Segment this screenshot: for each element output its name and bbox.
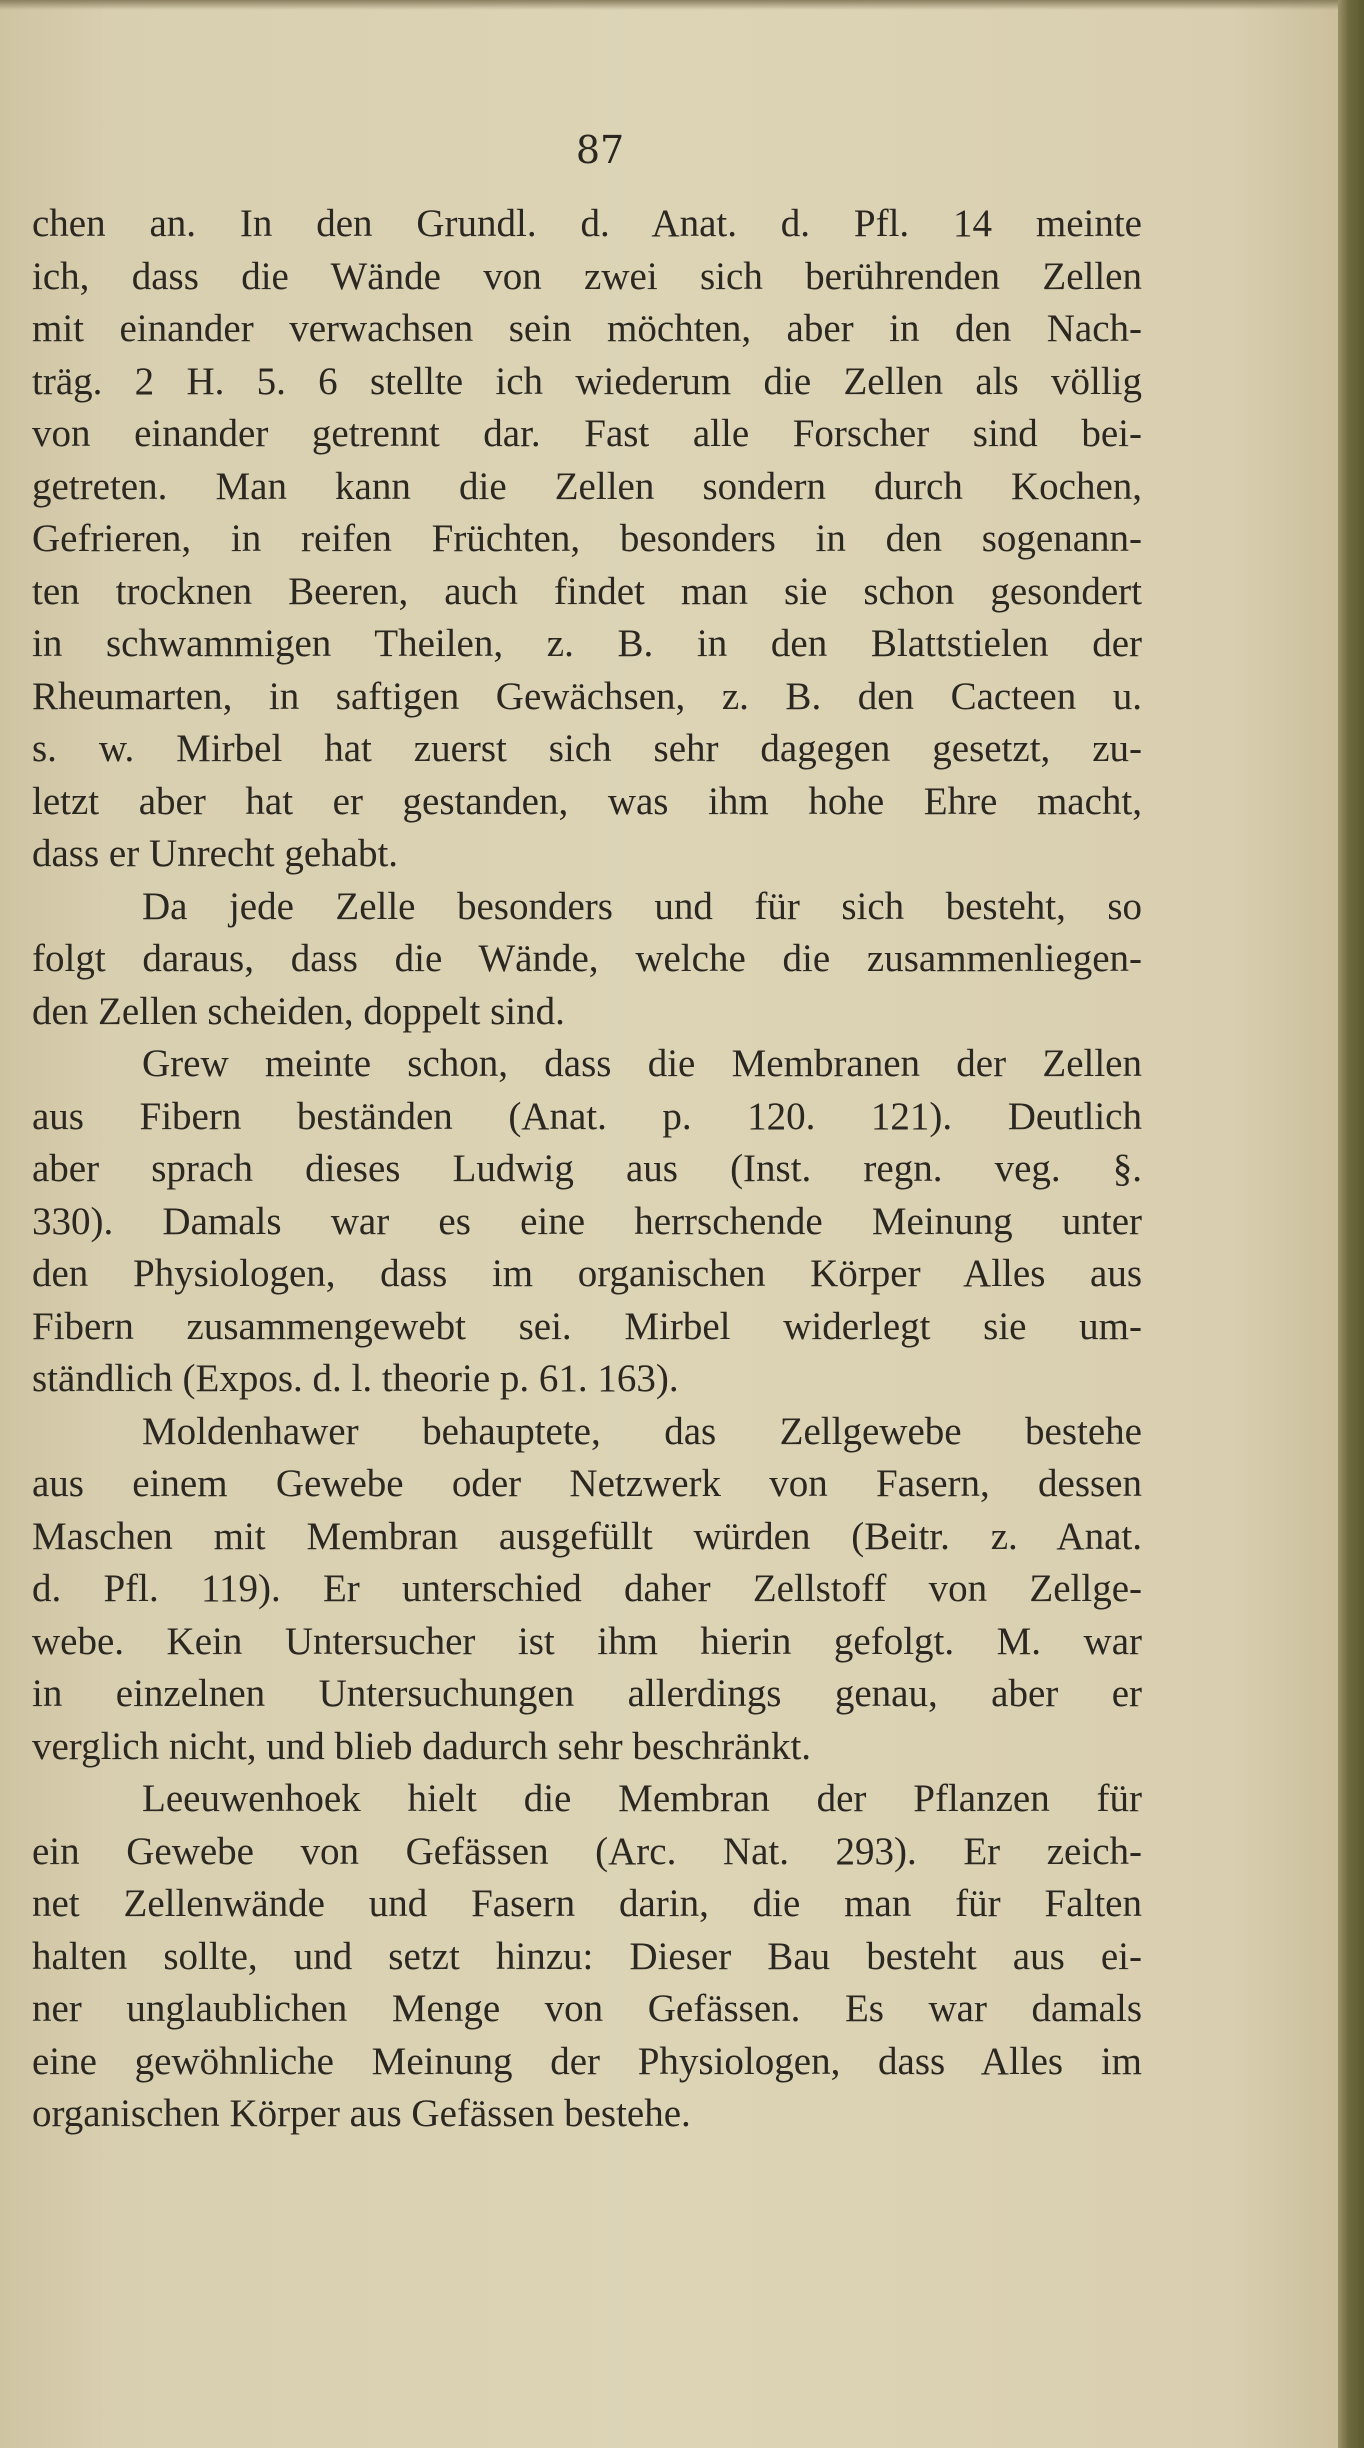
text-line: verglich nicht, und blieb dadurch sehr beschränkt. xyxy=(32,1724,812,1768)
text-line: aus einem Gewebe oder Netzwerk von Fasern, dessen xyxy=(32,1462,1142,1505)
text-line: Moldenhawer behauptete, das Zellgewebe bestehe xyxy=(142,1409,1142,1453)
text-line: aber sprach dieses Ludwig aus (Inst. regn. veg. §. xyxy=(32,1147,1142,1190)
text-line: dass er Unrecht gehabt. xyxy=(32,832,399,875)
top-shadow xyxy=(0,0,1338,10)
text-line: organischen Körper aus Gefässen bestehe. xyxy=(32,2092,691,2135)
text-line: 330). Damals war es eine herrschende Meinung unter xyxy=(32,1199,1142,1243)
text-line: Fibern zusammengewebt sei. Mirbel widerlegt sie um- xyxy=(32,1304,1142,1348)
text-line: den Zellen scheiden, doppelt sind. xyxy=(32,989,565,1033)
text-line: webe. Kein Untersucher ist ihm hierin gefolgt. M. war xyxy=(32,1619,1142,1663)
text-line: ständlich (Expos. d. l. theorie p. 61. 163). xyxy=(32,1357,679,1400)
text-line: aus Fibern beständen (Anat. p. 120. 121). Deutlich xyxy=(32,1094,1142,1138)
text-line: getreten. Man kann die Zellen sondern durch Kochen, xyxy=(32,464,1142,508)
text-line: ner unglaublichen Menge von Gefässen. Es war damals xyxy=(32,1987,1142,2030)
body-text xyxy=(32,198,1142,2141)
text-line: ten trocknen Beeren, auch findet man sie schon gesondert xyxy=(32,569,1142,613)
text-line: eine gewöhnliche Meinung der Physiologen, dass Alles im xyxy=(32,2039,1142,2083)
text-line: Gefrieren, in reifen Früchten, besonders in den sogenann- xyxy=(32,517,1142,560)
text-line: net Zellenwände und Fasern darin, die man für Falten xyxy=(32,1882,1142,1925)
text-line: den Physiologen, dass im organischen Körper Alles aus xyxy=(32,1252,1142,1295)
text-line: ein Gewebe von Gefässen (Arc. Nat. 293). Er zeich- xyxy=(32,1829,1142,1873)
text-line: halten sollte, und setzt hinzu: Dieser Bau besteht aus ei- xyxy=(32,1934,1142,1978)
text-line: Rheumarten, in saftigen Gewächsen, z. B. den Cacteen u. xyxy=(32,674,1142,718)
text-line: in einzelnen Untersuchungen allerdings genau, aber er xyxy=(32,1672,1142,1715)
text-line: Leeuwenhoek hielt die Membran der Pflanzen für xyxy=(142,1777,1142,1820)
text-line: Maschen mit Membran ausgefüllt würden (Beitr. z. Anat. xyxy=(32,1514,1142,1558)
text-line: träg. 2 H. 5. 6 stellte ich wiederum die Zellen als völlig xyxy=(32,359,1142,403)
text-line: ich, dass die Wände von zwei sich berührenden Zellen xyxy=(32,254,1142,298)
text-line: Grew meinte schon, dass die Membranen der Zellen xyxy=(142,1042,1142,1085)
page-number: 87 xyxy=(575,128,625,172)
text-line: mit einander verwachsen sein möchten, aber in den Nach- xyxy=(32,307,1142,350)
text-line: Da jede Zelle besonders und für sich besteht, so xyxy=(142,884,1142,928)
text-line: d. Pfl. 119). Er unterschied daher Zellstoff von Zellge- xyxy=(32,1567,1142,1610)
book-spine-edge xyxy=(1338,0,1364,2448)
text-line: in schwammigen Theilen, z. B. in den Blattstielen der xyxy=(32,622,1142,665)
text-line: chen an. In den Grundl. d. Anat. d. Pfl. 14 meinte xyxy=(32,202,1142,245)
text-line: s. w. Mirbel hat zuerst sich sehr dagegen gesetzt, zu- xyxy=(32,727,1142,770)
text-line: letzt aber hat er gestanden, was ihm hohe Ehre macht, xyxy=(32,779,1142,823)
text-line: von einander getrennt dar. Fast alle Forscher sind bei- xyxy=(32,412,1142,455)
text-line: folgt daraus, dass die Wände, welche die zusammenliegen- xyxy=(32,937,1142,980)
